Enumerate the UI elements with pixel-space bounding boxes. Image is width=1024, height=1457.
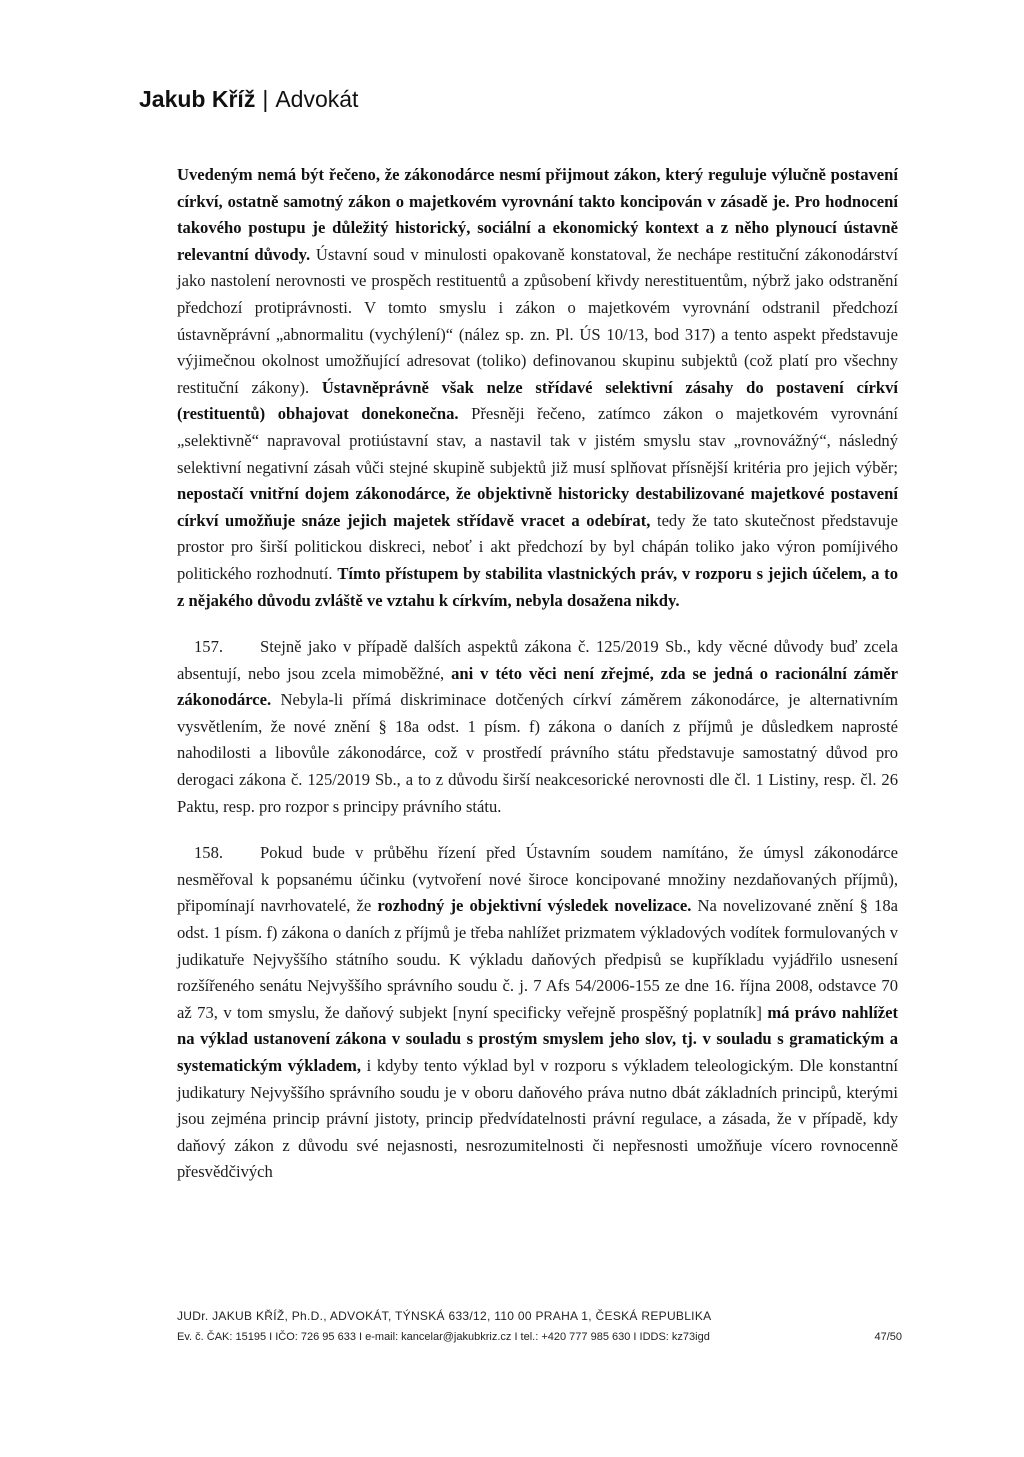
header-separator: | xyxy=(262,86,269,112)
numbered-paragraph xyxy=(177,634,898,820)
text-segment: Na novelizované znění § 18a odst. 1 písm. f) zákona o daních z příjmů je třeba nahlížet prizmatem výkladových vodítek formulovaných v judikatuře Nejvyššího státního soudu. K výkladu daňových předpisů se kupříkladu vyjádřilo usnesení rozšířeného senátu Nejvyššího správního soudu č. j. 7 Afs 54/2006-155 ze dne 16. října 2008, odstavce 70 až 73, v tom smyslu, že daňový subjekt [nyní specificky veřejně prospěšný poplatník] xyxy=(177,896,898,1022)
emphasized-text: Ústavněprávně však nelze střídavé selektivní zásahy do postavení církví (restituentů) obhajovat donekonečna. xyxy=(177,377,898,424)
emphasized-text: Tímto přístupem by stabilita vlastnických práv, v rozporu s jejich účelem, a to z nějakého důvodu zvláště ve vztahu k církvím, nebyla dosažena nikdy. xyxy=(177,563,898,610)
text-segment: Pokud bude v průběhu řízení před Ústavním soudem namítáno, že úmysl zákonodárce nesměřoval k popsanému účinku (vytvoření nové široce koncipované množiny nezdaňovaných příjmů), připomínají navrhovatelé, že xyxy=(177,843,898,916)
footer-address: JUDr. JAKUB KŘÍŽ, Ph.D., ADVOKÁT, TÝNSKÁ 633/12, 110 00 PRAHA 1, ČESKÁ REPUBLIKA xyxy=(177,1309,712,1323)
page-footer xyxy=(177,1309,902,1343)
text-segment: Nebyla-li přímá diskriminace dotčených církví záměrem zákonodárce, je alternativním vysvětlením, že nové znění § 18a odst. 1 písm. f) zákona o daních z příjmů je důsledkem naprosté nahodilosti a libovůle zákonodárce, což v prostředí právního státu představuje samostatný důvod pro derogaci zákona č. 125/2019 Sb., a to z důvodu širší neakcesorické nerovnosti dle čl. 1 Listiny, resp. čl. 26 Paktu, resp. pro rozpor s principy právního státu. xyxy=(177,690,898,816)
footer-contacts: Ev. č. ČAK: 15195 I IČO: 726 95 633 I e-mail: kancelar@jakubkriz.cz I tel.: +420 777 985 630 I IDDS: kz73igd xyxy=(177,1331,710,1343)
emphasized-text: Uvedeným nemá být řečeno, že zákonodárce nesmí přijmout zákon, který reguluje výlučně postavení církví, ostatně samotný zákon o majetkovém vyrovnání takto koncipován v zásadě je. Pro hodnocení takového postupu je důležitý historický, sociální a ekonomický kontext a z něho plynoucí ústavně relevantní důvody. xyxy=(177,165,898,264)
paragraph xyxy=(177,162,898,614)
footer-contact-row xyxy=(177,1331,902,1343)
emphasized-text: nepostačí vnitřní dojem zákonodárce, že objektivně historicky destabilizované majetkové postavení církví umožňuje snáze jejich majetek střídavě vracet a odebírat, xyxy=(177,484,898,530)
numbered-paragraph xyxy=(177,840,898,1186)
emphasized-text: rozhodný je objektivní výsledek novelizace. xyxy=(377,896,692,916)
page-number: 47/50 xyxy=(874,1331,902,1343)
text-segment: i kdyby tento výklad byl v rozporu s výkladem teleologickým. Dle konstantní judikatury Nejvyššího správního soudu je v oboru daňového práva nutno dbát základních principů, kterými jsou zejména princip právní jistoty, princip předvídatelnosti právní regulace, a zásada, že v případě, kdy daňový zákon z důvodu své nejasnosti, nesrozumitelnosti či nepřesnosti umožňuje vícero rovnocenně přesvědčivých xyxy=(177,1056,898,1182)
paragraph-number: 158. xyxy=(194,843,224,863)
author-title: Advokát xyxy=(275,86,359,112)
text-segment: tedy že tato skutečnost představuje prostor pro širší politickou diskreci, neboť i akt předchozí by byl chápán toliko jako výron pomíjivého politického rozhodnutí. xyxy=(177,510,898,583)
emphasized-text: ani v této věci není zřejmé, zda se jedná o racionální záměr zákonodárce. xyxy=(177,663,898,710)
text-segment: Ústavní soud v minulosti opakovaně konstatoval, že nechápe restituční zákonodárství jako nastolení nerovnosti ve prospěch restituentů a způsobení křivdy nerestituentům, nýbrž jako odstranění předchozí protiprávnosti. V tomto smyslu i zákon o majetkovém vyrovnání odstranil předchozí ústavněprávní „abnormalitu (vychýlení)“ (nález sp. zn. Pl. ÚS 10/13, bod 317) a tento aspekt představuje výjimečnou okolnost umožňující adresovat (toliko) definovanou skupinu subjektů (což platí pro všechny restituční zákony). xyxy=(177,244,898,397)
text-segment: Stejně jako v případě dalších aspektů zákona č. 125/2019 Sb., kdy věcné důvody buď zcela absentují, nebo jsou zcela mimoběžné, xyxy=(177,637,898,683)
paragraph-number: 157. xyxy=(194,637,224,657)
emphasized-text: má právo nahlížet na výklad ustanovení zákona v souladu s prostým smyslem jeho slov, tj. v souladu s gramatickým a systematickým výkladem, xyxy=(177,1002,898,1075)
text-segment: Přesněji řečeno, zatímco zákon o majetkovém vyrovnání „selektivně“ napravoval protiústavní stav, a nastavil tak v jistém smyslu stav „rovnovážný“, následný selektivní negativní zásah vůči stejné skupině subjektů již musí splňovat přísnější kritéria pro jejich výběr; xyxy=(177,404,898,477)
letterhead xyxy=(139,86,358,113)
author-name: Jakub Kříž xyxy=(139,86,256,112)
document-body xyxy=(177,162,898,1206)
